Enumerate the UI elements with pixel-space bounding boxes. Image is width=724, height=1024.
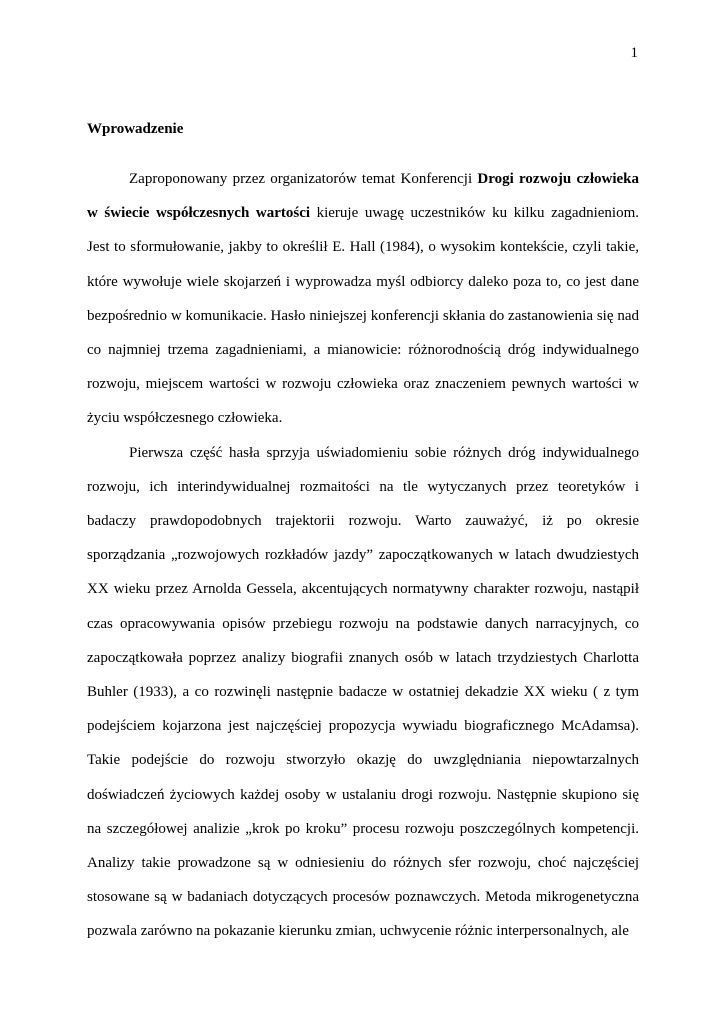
body-text: [87, 162, 639, 949]
paragraph-1-text-cont: kieruje uwagę uczestników ku kilku zagadnieniom. Jest to sformułowanie, jakby to określił E. Hall (1984), o wysokim kontekście, czyli takie, które wywołuje wiele skojarzeń i wyprowadza myśl odbiorcy daleko poza to, co jest dane bezpośrednio w komunikacie. Hasło niniejszej konferencji skłania do zastanowienia się nad co najmniej trzema zagadnieniami, a mianowicie: różnorodnością dróg indywidualnego rozwoju, miejscem wartości w rozwoju człowieka oraz znaczeniem pewnych wartości w życiu współczesnego człowieka.: [87, 205, 639, 427]
page-number: 1: [630, 45, 638, 61]
paragraph-2: [87, 436, 639, 949]
paragraph-1-text: Zaproponowany przez organizatorów temat Konferencji: [129, 171, 478, 187]
section-heading: Wprowadzenie: [87, 121, 184, 137]
conference-title-bold: Drogi rozwoju człowieka w świecie współczesnych wartości: [87, 171, 639, 222]
paragraph-1: [87, 162, 639, 436]
paragraph-2-text: Pierwsza część hasła sprzyja uświadomieniu sobie różnych dróg indywidualnego rozwoju, ich interindywidualnej rozmaitości na tle wytyczanych przez teoretyków i badaczy prawdopodobnych trajektorii rozwoju. Warto zauważyć, iż po okresie sporządzania „rozwojowych rozkładów jazdy” zapoczątkowanych w latach dwudziestych XX wieku przez Arnolda Gessela, akcentujących normatywny charakter rozwoju, nastąpił czas opracowywania opisów przebiegu rozwoju na podstawie danych narracyjnych, co zapoczątkowała poprzez analizy biografii znanych osób w latach trzydziestych Charlotta Buhler (1933), a co rozwinęli następnie badacze w ostatniej dekadzie XX wieku ( z tym podejściem kojarzona jest najczęściej propozycja wywiadu biograficznego McAdamsa). Takie podejście do rozwoju stworzyło okazję do uwzględniania niepowtarzalnych doświadczeń życiowych każdej osoby w ustalaniu drogi rozwoju. Następnie skupiono się na szczegółowej analizie „krok po kroku” procesu rozwoju poszczególnych kompetencji. Analizy takie prowadzone są w odniesieniu do różnych sfer rozwoju, choć najczęściej stosowane są w badaniach dotyczących procesów poznawczych. Metoda mikrogenetyczna pozwala zarówno na pokazanie kierunku zmian, uchwycenie różnic interpersonalnych, ale: [87, 444, 639, 940]
